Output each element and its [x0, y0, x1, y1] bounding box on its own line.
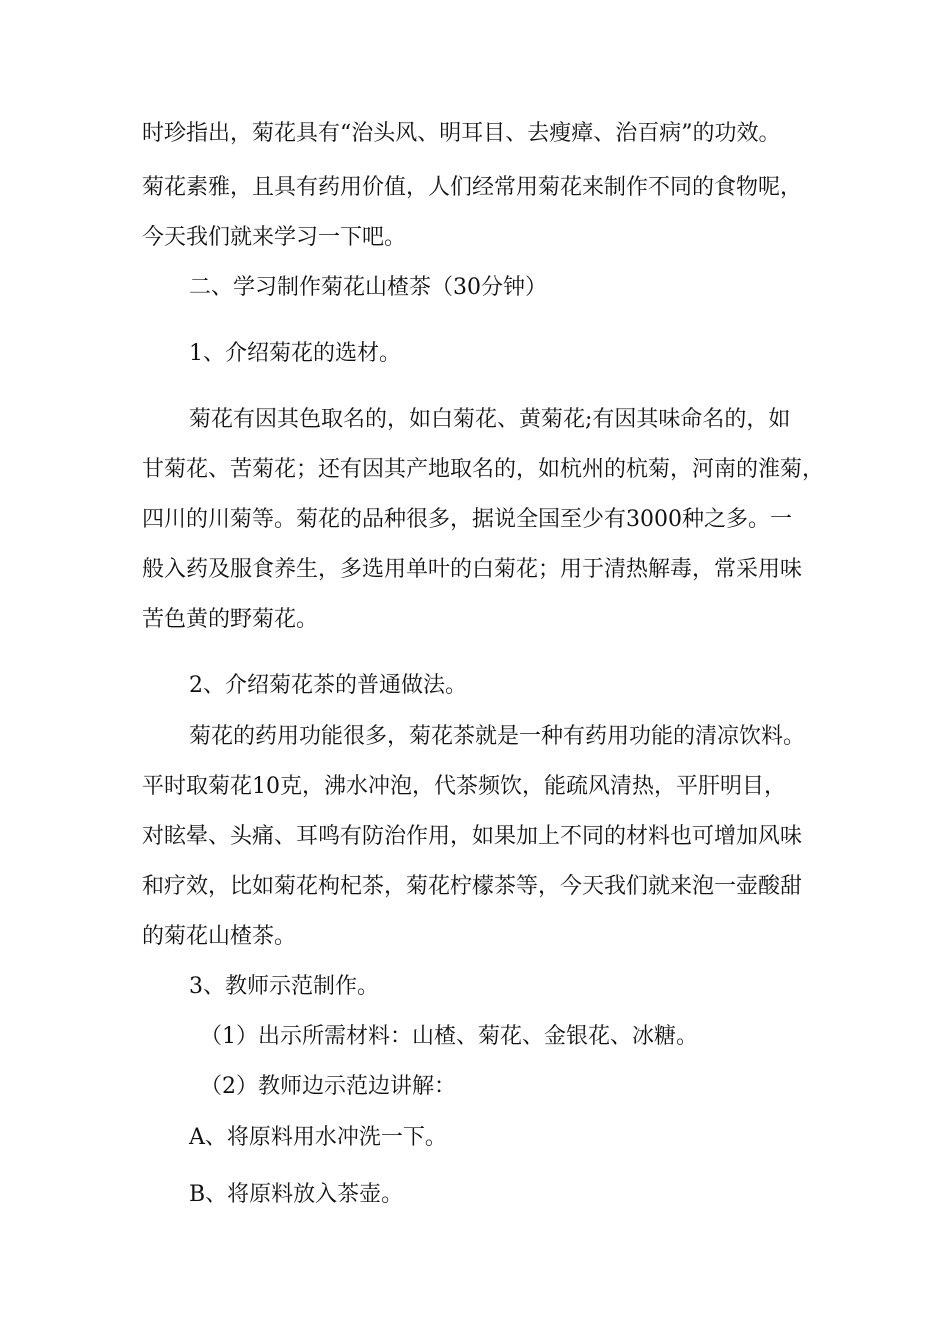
text-line: 甘菊花、苦菊花；还有因其产地取名的，如杭州的杭菊，河南的淮菊， [142, 457, 825, 482]
section-heading: 二、学习制作菊花山楂茶（30分钟） [189, 275, 547, 300]
list-item: （2）教师边示范边讲解： [200, 1074, 456, 1099]
text-line: 四川的川菊等。菊花的品种很多，据说全国至少有3000种之多。一 [142, 507, 792, 532]
subsection-heading: 3、教师示范制作。 [189, 974, 379, 999]
text-line: 和疗效，比如菊花枸杞茶，菊花柠檬茶等，今天我们就来泡一壶酸甜 [142, 874, 803, 899]
text-line: 菊花的药用功能很多，菊花茶就是一种有药用功能的清凉饮料。 [189, 724, 806, 749]
list-item: （1）出示所需材料：山楂、菊花、金银花、冰糖。 [200, 1024, 698, 1049]
text-line: 菊花有因其色取名的，如白菊花、黄菊花;有因其味命名的，如 [189, 407, 791, 432]
subsection-heading: 1、介绍菊花的选材。 [189, 341, 401, 366]
text-line: 时珍指出，菊花具有“治头风、明耳目、去瘦瘴、治百病”的功效。 [142, 121, 781, 146]
list-item: B、将原料放入茶壶。 [189, 1182, 404, 1207]
text-line: 平时取菊花10克，沸水冲泡，代茶频饮，能疏风清热，平肝明目， [142, 774, 786, 799]
text-line: 今天我们就来学习一下吧。 [142, 225, 407, 250]
text-line: 菊花素雅，且具有药用价值，人们经常用菊花来制作不同的食物呢， [142, 175, 803, 200]
text-line: 般入药及服食养生，多选用单叶的白菊花；用于清热解毒，常采用味 [142, 557, 803, 582]
list-item: A、将原料用水冲洗一下。 [189, 1125, 447, 1150]
text-line: 的菊花山楂茶。 [142, 924, 297, 949]
text-line: 对眩晕、头痛、耳鸣有防治作用，如果加上不同的材料也可增加风味 [142, 824, 803, 849]
subsection-heading: 2、介绍菊花茶的普通做法。 [189, 673, 467, 698]
text-line: 苦色黄的野菊花。 [142, 607, 319, 632]
